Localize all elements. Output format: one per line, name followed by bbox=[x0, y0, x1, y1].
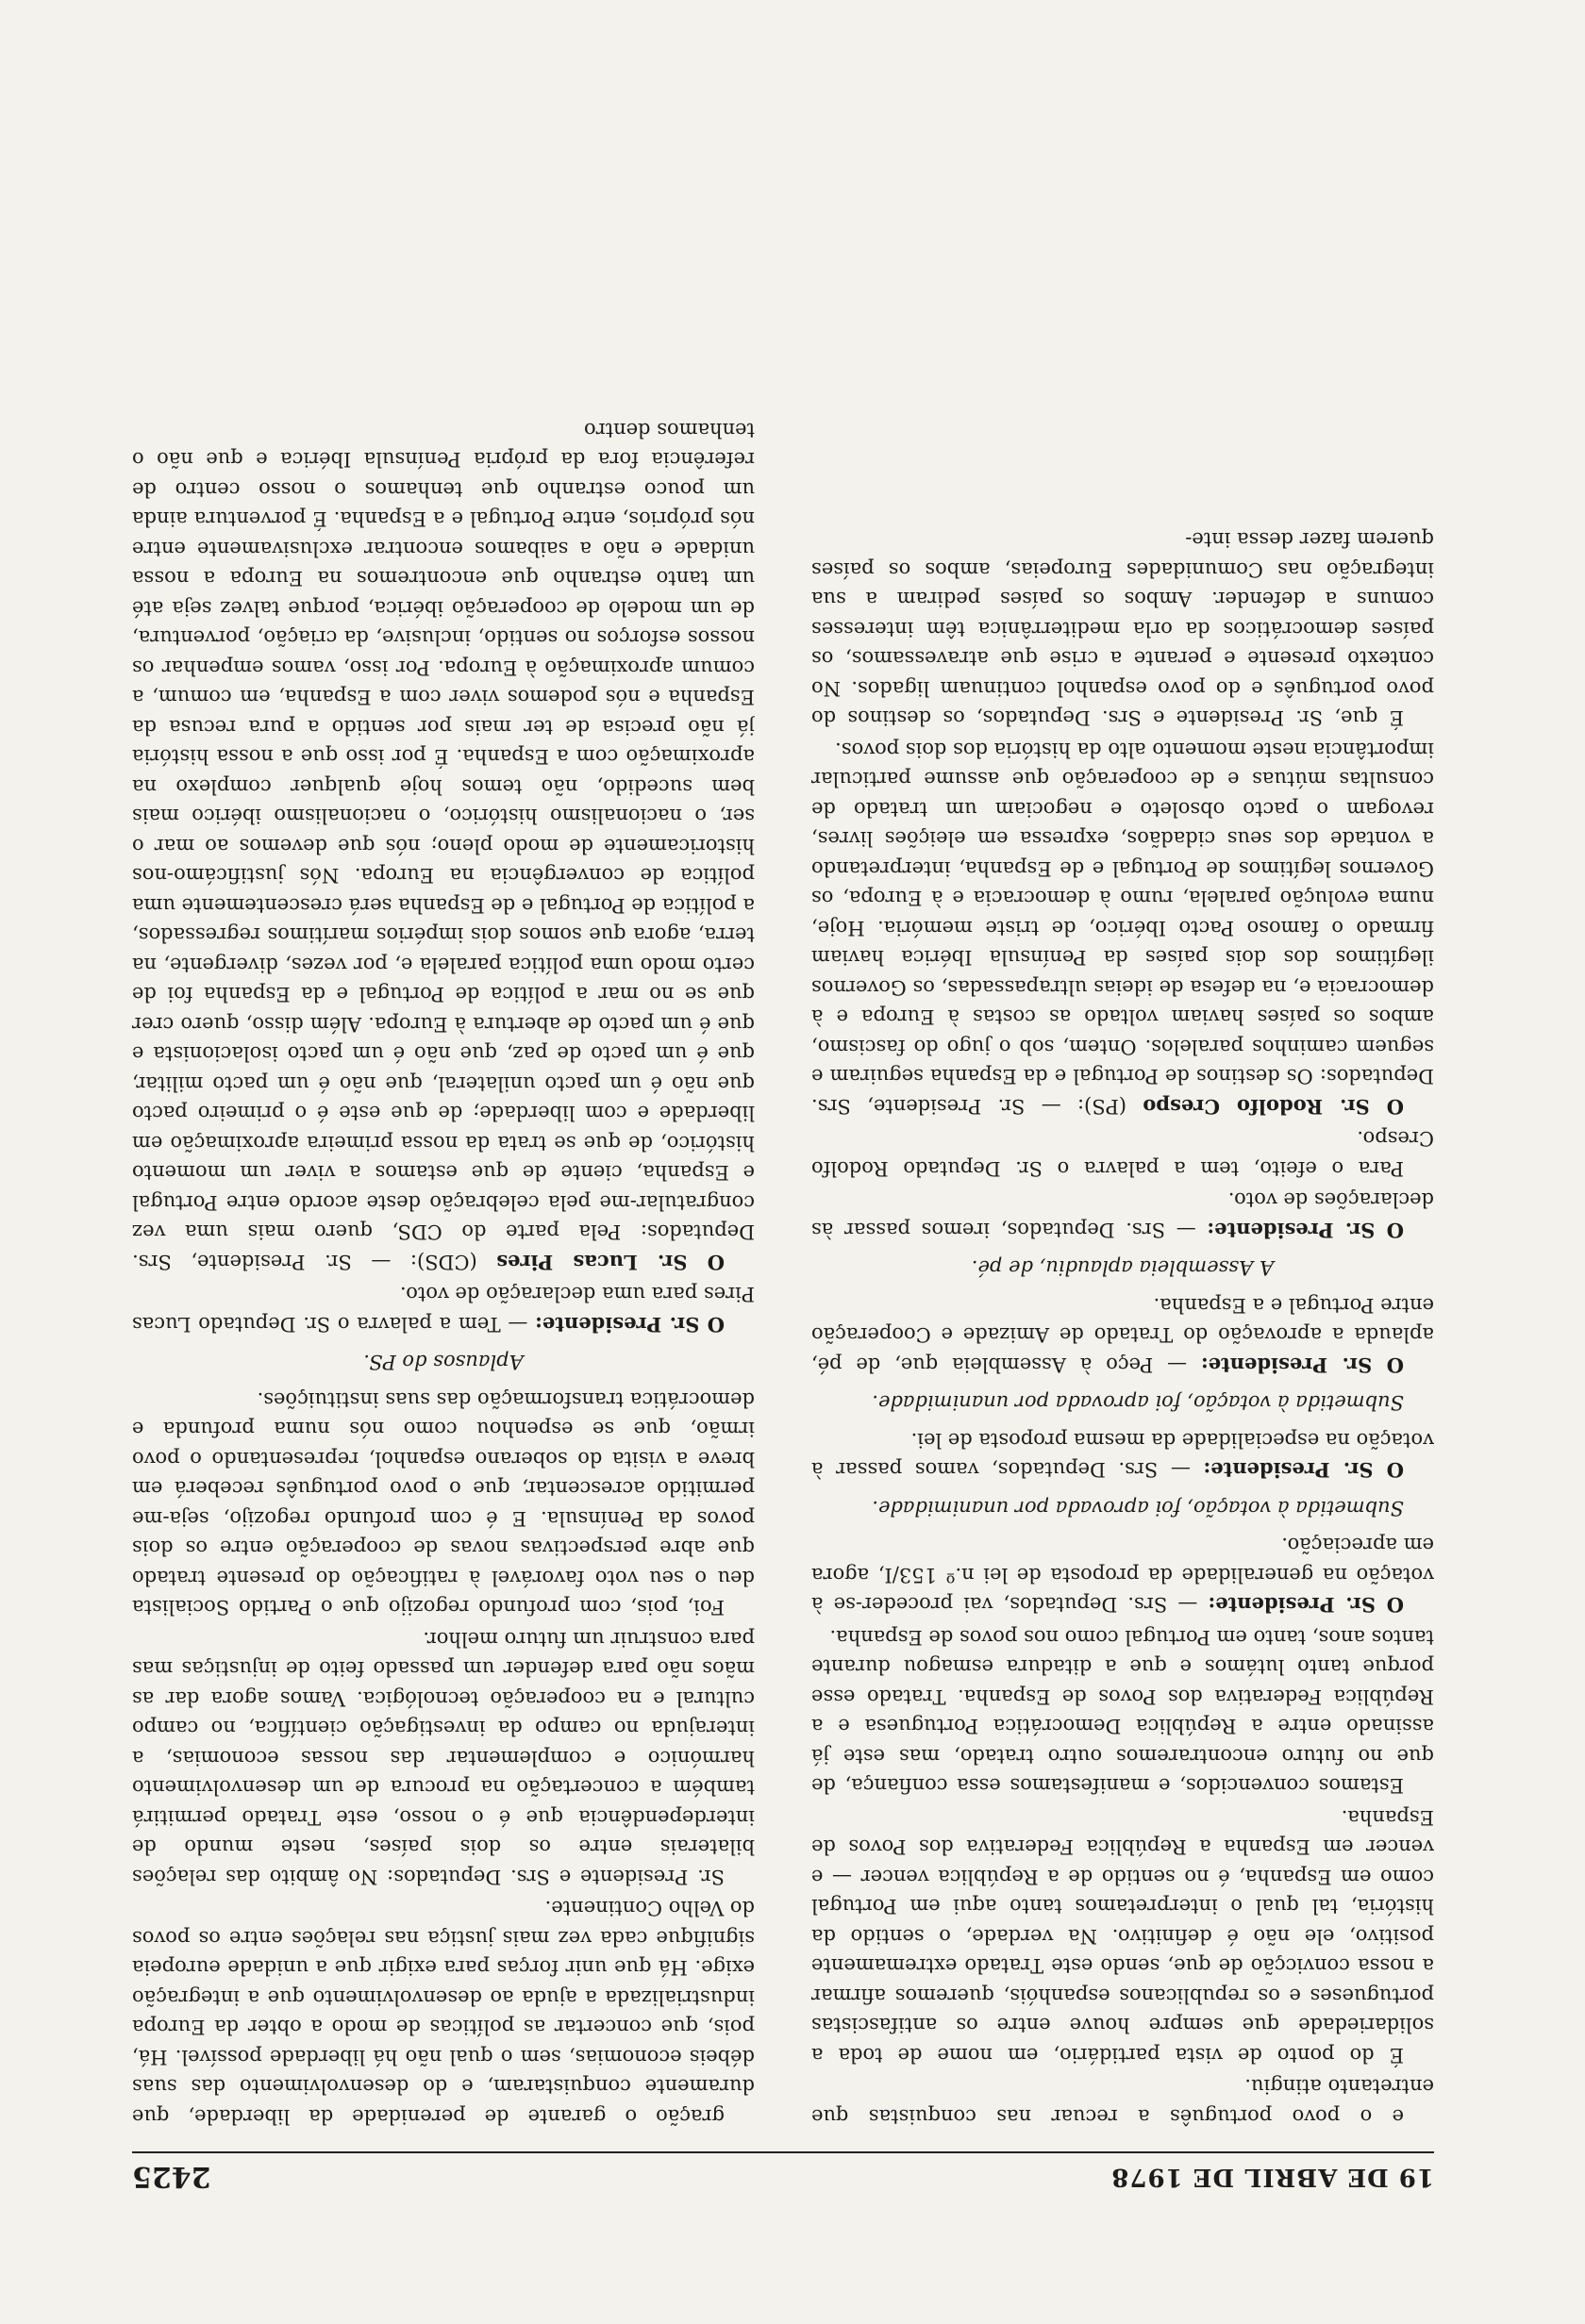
vote-result-note: Submetida à votação, foi aprovada por unanimidade. bbox=[872, 1391, 1404, 1415]
header-date: 19 DE ABRIL DE 1978 bbox=[1110, 2163, 1434, 2191]
speaker-name: O Sr. Lucas Pires bbox=[496, 1251, 725, 1274]
speaker-name: O Sr. Presidente: bbox=[1207, 1219, 1404, 1242]
speech-paragraph bbox=[811, 1290, 1434, 1381]
speaker-name: O Sr. Presidente: bbox=[1208, 1593, 1404, 1618]
body-paragraph: Para o efeito, tem a palavra o Sr. Deputado Rodolfo Crespo. bbox=[811, 1127, 1434, 1180]
speaker-name: O Sr. Presidente: bbox=[535, 1313, 725, 1336]
body-paragraph: Foi, pois, com profundo regozijo que o Partido Socialista deu o seu voto favorável à ratificação do presente tratado que abre perspectivas novas de cooperação entre os dois povos da Península. E é com profundo regozijo, seja-me permitido acrescentar, que o povo português receberá em breve a visita do soberano espanhol, representando o povo irmão, que se espenhou como nós numa profunda e democrática transformação das suas instituições. bbox=[132, 1388, 755, 1619]
vote-result-note: Submetida à votação, foi aprovada por unanimidade. bbox=[872, 1497, 1404, 1519]
speech-text: (CDS): — Sr. Presidente, Srs. Deputados: Pela parte do CDS, quero mais uma vez congratular-me pela celebração deste acordo entre Portugal e Espanha, ciente de que estamos a viver um momento histórico, de que se trata da nossa primeira aproximação em liberdade e com liberdade; de que este é o primeiro pacto que não é um pacto unilateral, que não é um pacto militar, que é um pacto de paz, que não é um pacto isolacionista e que é um pacto de abertura à Europa. Além disso, quero crer que se no mar a política de Portugal e da Espanha foi de certo modo uma política paralela e, por vezes, divergente, na terra, agora que somos dois impérios marítimos regressados, a política de Portugal e de Espanha será crescentemente uma política de convergência na Europa. Nós justificámo-nos historicamente de modo pleno; nós que devemos ao mar o ser, o nacionalismo histórico, o nacionalismo ibérico mais bem sucedido, não temos hoje qualquer complexo na aproximação com a Espanha. É por isso que a nossa história já não precisa de ter mais por sentido a pura recusa da Espanha e nós podemos viver com a Espanha, em comum, a comum aproximação à Europa. Por isso, vamos empenhar os nossos esforços no sentido, inclusive, da criação, porventura, de um modelo de cooperação ibérica, porque talvez seja até um tanto estranho que encontremos na Europa a nossa unidade e não a saibamos encontrar exclusivamente entre nós próprios, entre Portugal e a Espanha. É porventura ainda um pouco estranho que tenhamos o nosso centro de referência fora da própria Península Ibérica e que não o tenhamos dentro bbox=[132, 419, 755, 1273]
right-text-column bbox=[132, 112, 755, 2131]
body-paragraph: É do ponto de vista partidário, em nome de toda a solidariedade que sempre houve entre os antifascistas portugueses e os republicanos espanhóis, queremos afirmar a nossa convicção de que, sendo este Tratado extremamente positivo, ele não é definitivo. Na verdade, o sentido da história, tal qual o interpretamos tanto aqui em Portugal como em Espanha, é no sentido de a República vencer — e vencer em Espanha a República Federativa dos Povos de Espanha. bbox=[811, 1806, 1434, 2067]
speech-text: — Tem a palavra o Sr. Deputado Lucas Pires para uma declaração de voto. bbox=[132, 1283, 755, 1336]
body-paragraph: Estamos convencidos, e manifestamos essa confiança, de que no futuro encontraremos outro tratado, mas este já assinado entre a República Democrática Portuguesa e a República Federativa dos Povos de Espanha. Tratado esse porque tanto lutámos e que a ditadura esmagou durante tantos anos, tanto em Portugal como nos povos de Espanha. bbox=[811, 1626, 1434, 1798]
speaker-name: O Sr. Rodolfo Crespo bbox=[1143, 1095, 1404, 1119]
speech-text: — Srs. Deputados, vai proceder-se à votação na generalidade da proposta de lei n.º 153/I, agora em apreciação. bbox=[811, 1534, 1434, 1617]
speech-text: — Peço à Assembleia que, de pé, aplauda a aprovação do Tratado de Amizade e Cooperação entre Portugal e a Espanha. bbox=[811, 1294, 1434, 1376]
body-paragraph: gração o garante de perenidade da liberdade, que duramente conquistaram, e do desenvolvimento das suas débeis economias, sem o qual não há liberdade possível. Há, pois, que concertar as políticas de modo a obter da Europa industrializada a ajuda ao desenvolvimento que a integração exige. Há que unir forças para exigir que a unidade europeia signifique cada vez mais justiça nas relações entre os povos do Velho Continente. bbox=[132, 1897, 755, 2128]
speech-paragraph bbox=[132, 1279, 755, 1339]
speaker-name: O Sr. Presidente: bbox=[1200, 1353, 1404, 1377]
body-paragraph: Sr. Presidente e Srs. Deputados: No âmbito das relações bilaterais entre os dois países, neste mundo de interdependência que é o nosso, este Tratado permitirá também a concertação na procura de um desenvolvimento harmónico e complementar das nossas economias, a interajuda no campo da investigação científica, no campo cultural e na cooperação tecnológica. Vamos agora dar as mãos não para defender um passado feito de injustiças mas para construir um futuro melhor. bbox=[132, 1628, 755, 1888]
stage-direction: Aplausos do PS. bbox=[363, 1351, 524, 1374]
body-paragraph: e o povo português a recuar nas conquistas que entretanto atingiu. bbox=[811, 2075, 1434, 2128]
speech-text: (PS): — Sr. Presidente, Srs. Deputados: Os destinos de Portugal e da Espanha seguiram e seguem caminhos paralelos. Ontem, sob o jugo do fascismo, ambos os países haviam voltado as costas à Europa e à democracia e, na defesa de ideias ultrapassadas, os Governos ilegítimos dos dois países da Península Ibérica haviam firmado o famoso Pacto Ibérico, de triste memória. Hoje, numa evolução paralela, rumo à democracia e à Europa, os Governos legítimos de Portugal e de Espanha, interpretando a vontade dos seus cidadãos, expressa em eleições livres, revogam o pacto obsoleto e negociam um tratado de consultas mútuas e de cooperação que assume particular importância neste momento alto da história dos dois povos. bbox=[811, 739, 1434, 1118]
speech-paragraph bbox=[132, 415, 755, 1278]
speech-text: — Srs. Deputados, vamos passar à votação na especialidade da mesma proposta de lei. bbox=[811, 1429, 1434, 1482]
speech-paragraph bbox=[811, 1530, 1434, 1620]
page-number: 2425 bbox=[132, 2160, 211, 2193]
page-header bbox=[132, 2151, 1434, 2197]
body-paragraph: É que, Sr. Presidente e Srs. Deputados, os destinos do povo português e do povo espanhol continuam ligados. No contexto presente e perante a crise que atravessamos, os países democráticos da orla mediterrânica têm interesses comuns a defender. Ambos os países pediram a sua integração nas Comunidades Europeias, ambos os países querem fazer dessa inte- bbox=[811, 528, 1434, 730]
speech-paragraph bbox=[811, 1185, 1434, 1245]
left-text-column bbox=[811, 112, 1434, 2131]
speech-paragraph bbox=[811, 1425, 1434, 1486]
speech-text: — Srs. Deputados, iremos passar às declarações de voto. bbox=[811, 1188, 1434, 1241]
stage-direction: A Assembleia aplaudiu, de pé. bbox=[971, 1256, 1275, 1280]
speech-paragraph bbox=[811, 735, 1434, 1122]
speaker-name: O Sr. Presidente: bbox=[1203, 1458, 1404, 1483]
